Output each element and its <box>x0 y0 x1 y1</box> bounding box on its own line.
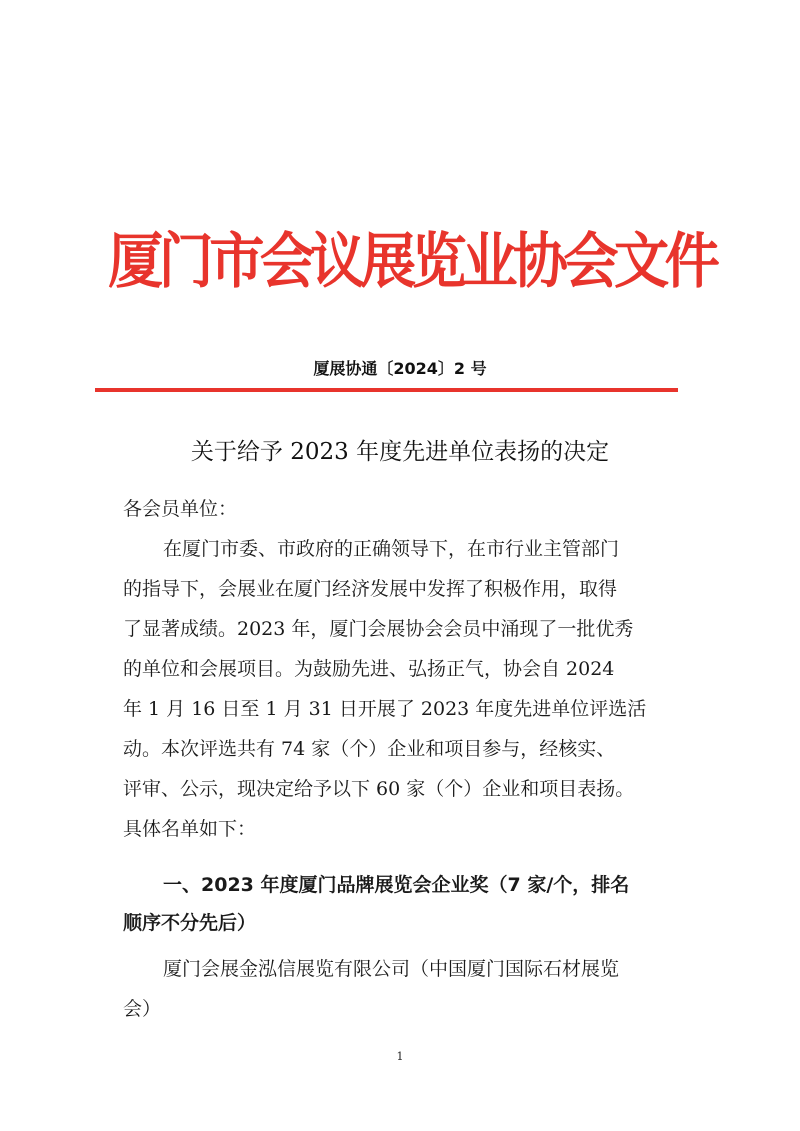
body-line: 具体名单如下： <box>123 818 257 840</box>
body-line: 年 1 月 16 日至 1 月 31 日开展了 2023 年度先进单位评选活 <box>123 698 647 720</box>
salutation: 各会员单位： <box>123 498 238 520</box>
body-line: 的指导下，会展业在厦门经济发展中发挥了积极作用，取得 <box>123 578 618 600</box>
red-divider-line <box>95 388 678 392</box>
decision-title: 关于给予 2023 年度先进单位表扬的决定 <box>190 439 610 465</box>
body-line: 评审、公示，现决定给予以下 60 家（个）企业和项目表扬。 <box>123 778 635 800</box>
award-entry: 会） <box>123 998 162 1020</box>
document-header-title: 厦门市会议展览业协会文件 <box>108 227 716 297</box>
document-number: 厦展协通〔2024〕2 号 <box>313 359 487 378</box>
body-line: 在厦门市委、市政府的正确领导下，在市行业主管部门 <box>163 538 620 560</box>
section-heading: 一、2023 年度厦门品牌展览会企业奖（7 家/个，排名 <box>163 874 630 896</box>
body-line: 了显著成绩。2023 年，厦门会展协会会员中涌现了一批优秀 <box>123 618 634 640</box>
body-line: 的单位和会展项目。为鼓励先进、弘扬正气，协会自 2024 <box>123 658 615 680</box>
page-number: 1 <box>396 1050 404 1063</box>
award-entry: 厦门会展金泓信展览有限公司（中国厦门国际石材展览 <box>163 958 620 980</box>
body-line: 动。本次评选共有 74 家（个）企业和项目参与，经核实、 <box>123 738 616 760</box>
section-heading: 顺序不分先后） <box>123 912 257 934</box>
